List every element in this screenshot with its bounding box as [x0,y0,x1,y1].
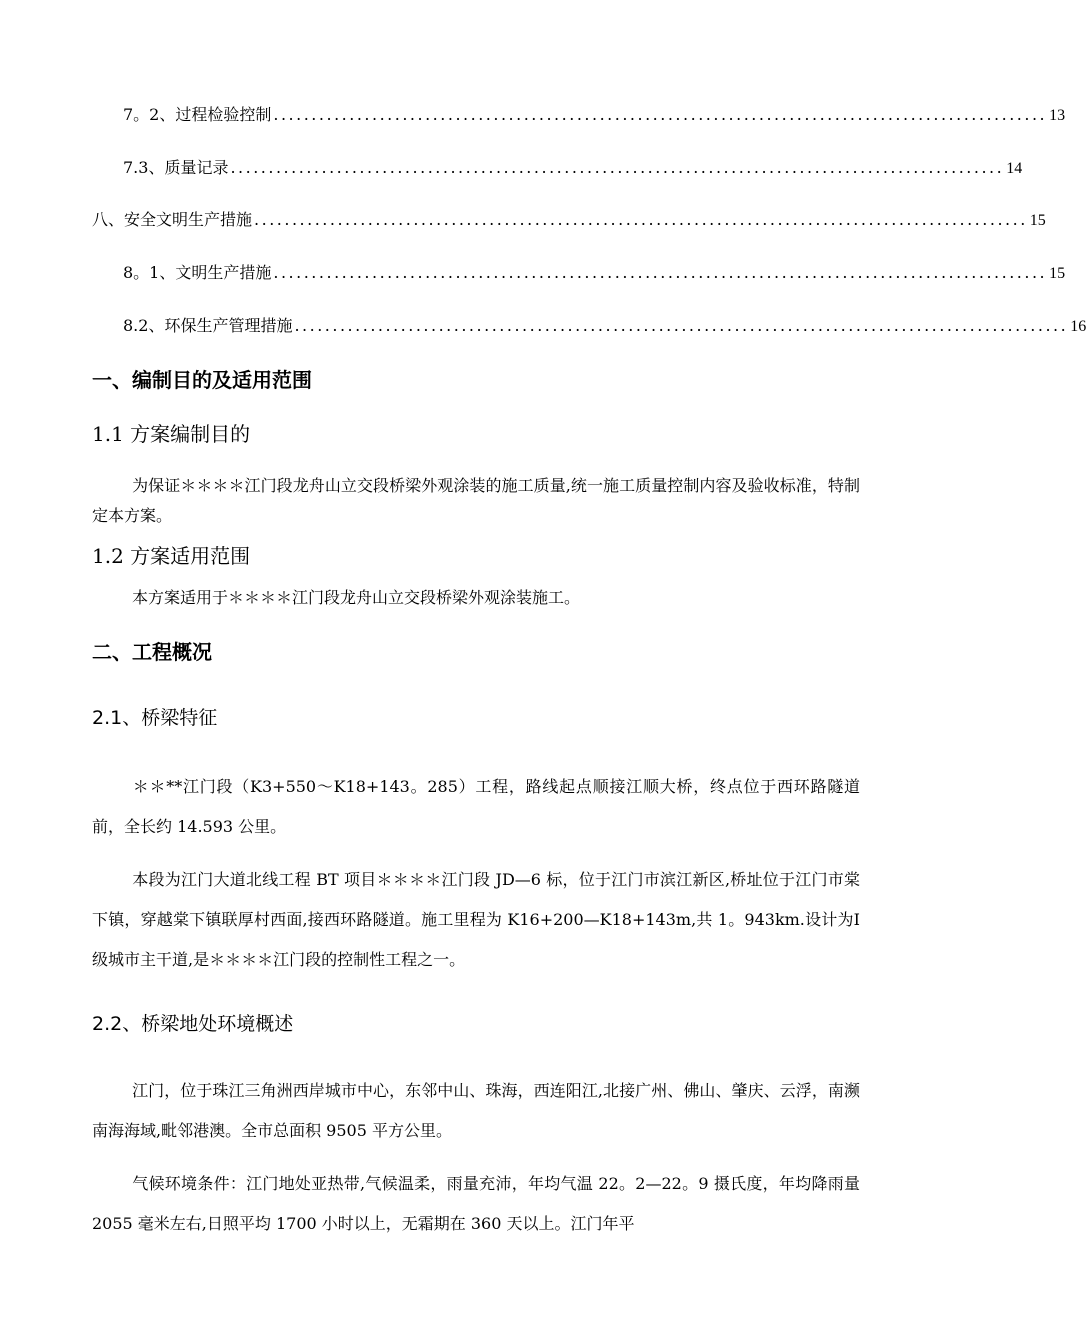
body-paragraph-text: 为保证＊＊＊＊江门段龙舟山立交段桥梁外观涂装的施工质量,统一施工质量控制内容及验收标准，特制定本方案。 [92,476,860,525]
toc-entry-page: 16 [1070,318,1086,335]
subsection-heading: 1.1 方案编制目的 [92,422,251,446]
toc-entry-label: 7.3、质量记录 [123,158,229,177]
subsection-heading: 2.1、桥梁特征 [92,707,218,729]
body-paragraph-text: 本段为江门大道北线工程 BT 项目＊＊＊＊江门段 JD—6 标，位于江门市滨江新区,桥址位于江门市棠下镇，穿越棠下镇联厚村西面,接西环路隧道。施工里程为 K16+200—K18+143m,共 1。943km.设计为Ⅰ 级城市主干道,是＊＊＊＊江门段的控制性工程之一。 [92,870,860,969]
body-paragraph [92,860,860,980]
body-paragraph-text: 气候环境条件：江门地处亚热带,气候温柔，雨量充沛，年均气温 22。2—22。9 摄氏度，年均降雨量 2055 毫米左右,日照平均 1700 小时以上，无霜期在 360 天以上。江门年平 [92,1174,860,1233]
toc-entry[interactable] [123,313,1086,339]
toc-leader-dots: ...................................................................................................... [254,210,1028,229]
body-paragraph-text: 本方案适用于＊＊＊＊江门段龙舟山立交段桥梁外观涂装施工。 [132,588,581,607]
toc-leader-dots: ...................................................................................................... [294,316,1069,335]
section-heading: 一、编制目的及适用范围 [92,368,312,392]
toc-entry[interactable] [92,207,1046,233]
body-paragraph-text: 江门，位于珠江三角洲西岸城市中心，东邻中山、珠海，西连阳江,北接广州、佛山、肇庆、云浮，南濒南海海域,毗邻港澳。全市总面积 9505 平方公里。 [92,1081,860,1140]
toc-leader-dots: ...................................................................................................... [273,263,1048,282]
body-paragraph [92,583,860,613]
toc-entry[interactable] [123,102,1066,128]
body-paragraph [92,471,860,531]
toc-entry-label: 八、安全文明生产措施 [92,210,253,229]
toc-entry-page: 14 [1006,160,1023,177]
section-heading: 二、工程概况 [92,640,212,664]
body-paragraph-text: ＊＊**江门段（K3+550～K18+143。285）工程，路线起点顺接江顺大桥，终点位于西环路隧道前，全长约 14.593 公里。 [92,777,860,836]
toc-leader-dots: ...................................................................................................... [273,105,1048,124]
toc-entry-label: 8.2、环保生产管理措施 [123,316,293,335]
toc-entry-page: 15 [1029,212,1046,229]
toc-entry-label: 8。1、文明生产措施 [123,263,272,282]
toc-entry-page: 15 [1049,265,1066,282]
toc-entry-page: 13 [1049,107,1066,124]
toc-entry[interactable] [123,260,1066,286]
toc-entry[interactable] [123,155,1023,181]
subsection-heading: 1.2 方案适用范围 [92,544,251,568]
toc-entry-label: 7。2、过程检验控制 [123,105,272,124]
toc-leader-dots: ...................................................................................................... [230,158,1005,177]
subsection-heading: 2.2、桥梁地处环境概述 [92,1013,294,1035]
body-paragraph [92,1071,860,1151]
body-paragraph [92,767,860,847]
body-paragraph [92,1164,860,1244]
